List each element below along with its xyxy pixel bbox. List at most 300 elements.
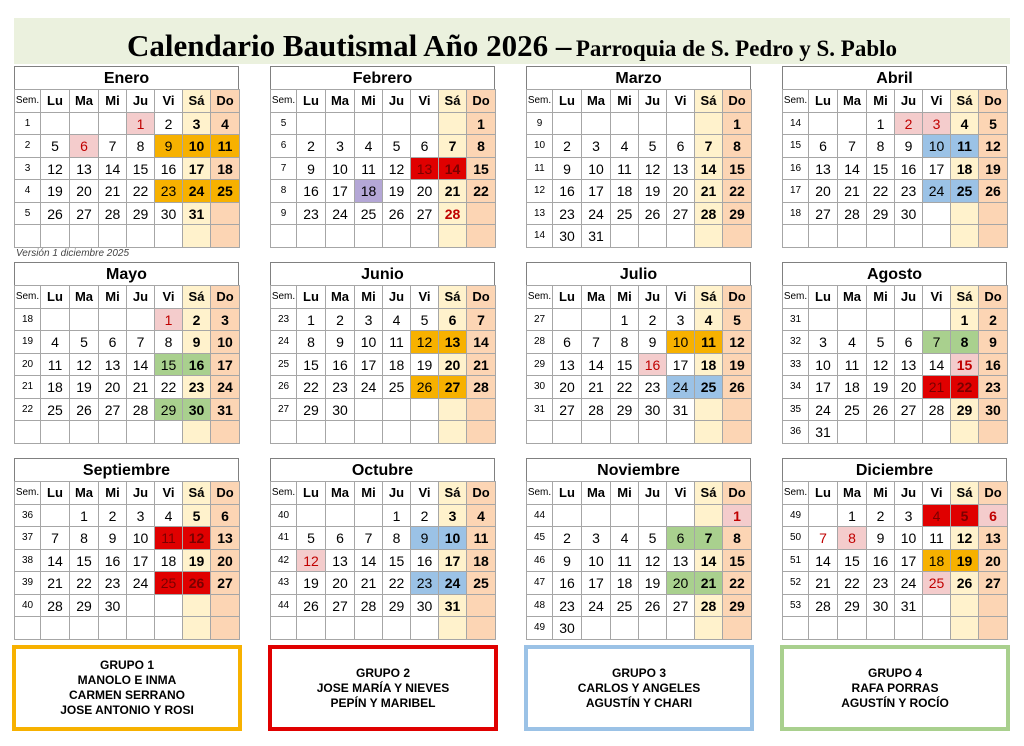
week-number: 35 [782, 398, 809, 422]
day-cell: 25 [382, 375, 411, 399]
day-cell [694, 616, 723, 640]
day-cell: 9 [638, 330, 667, 354]
week-number: 20 [14, 353, 41, 377]
day-cell: 9 [894, 134, 923, 158]
day-cell: 22 [154, 375, 183, 399]
day-cell: 17 [126, 549, 155, 573]
day-cell: 16 [325, 353, 355, 377]
day-cell [638, 420, 667, 444]
day-cell [922, 202, 951, 226]
day-cell: 7 [837, 134, 867, 158]
day-cell [40, 308, 70, 332]
day-cell [581, 616, 611, 640]
day-cell: 21 [354, 571, 383, 595]
day-cell: 10 [126, 526, 155, 550]
day-cell: 14 [694, 157, 723, 181]
day-cell [722, 420, 752, 444]
day-cell: 11 [210, 134, 240, 158]
day-cell [552, 112, 582, 136]
day-cell: 9 [552, 549, 582, 573]
day-cell: 1 [466, 112, 496, 136]
day-cell [296, 616, 326, 640]
day-cell: 24 [438, 571, 467, 595]
weekday-header: Ma [837, 481, 867, 505]
day-cell: 7 [126, 330, 155, 354]
weekday-header: Sem. [270, 285, 297, 309]
day-cell: 14 [354, 549, 383, 573]
day-cell: 24 [354, 375, 383, 399]
day-cell: 14 [98, 157, 127, 181]
day-cell: 25 [610, 594, 639, 618]
day-cell [466, 616, 496, 640]
weekday-header: Ma [837, 285, 867, 309]
day-cell: 27 [438, 375, 467, 399]
day-cell: 19 [978, 157, 1008, 181]
day-cell: 20 [894, 375, 923, 399]
day-cell [808, 504, 838, 528]
day-cell [922, 224, 951, 248]
day-cell: 3 [438, 504, 467, 528]
day-cell: 19 [296, 571, 326, 595]
day-cell: 3 [581, 134, 611, 158]
day-cell [552, 420, 582, 444]
day-cell: 13 [410, 157, 439, 181]
day-cell: 3 [808, 330, 838, 354]
day-cell: 5 [978, 112, 1008, 136]
day-cell: 27 [552, 398, 582, 422]
week-number: 34 [782, 375, 809, 399]
day-cell [950, 420, 979, 444]
weekday-header: Mi [354, 89, 383, 113]
month-name: Septiembre [14, 458, 239, 481]
weekday-header: Lu [40, 481, 70, 505]
group-member: AGUSTÍN Y ROCÍO [841, 695, 949, 710]
day-cell: 10 [438, 526, 467, 550]
day-cell: 18 [354, 179, 383, 203]
day-cell: 3 [894, 504, 923, 528]
weekday-header: Vi [922, 285, 951, 309]
day-cell: 13 [325, 549, 355, 573]
day-cell: 1 [610, 308, 639, 332]
day-cell [694, 420, 723, 444]
day-cell [837, 420, 867, 444]
day-cell: 16 [98, 549, 127, 573]
day-cell: 13 [894, 353, 923, 377]
day-cell: 3 [182, 112, 211, 136]
day-cell: 11 [466, 526, 496, 550]
day-cell: 14 [438, 157, 467, 181]
day-cell: 31 [894, 594, 923, 618]
day-cell [410, 112, 439, 136]
day-cell: 22 [722, 179, 752, 203]
day-cell: 23 [978, 375, 1008, 399]
month-septiembre [14, 458, 239, 639]
day-cell: 24 [922, 179, 951, 203]
weekday-header: Ju [126, 89, 155, 113]
day-cell: 17 [581, 571, 611, 595]
month-diciembre [782, 458, 1007, 639]
day-cell: 25 [466, 571, 496, 595]
month-marzo [526, 66, 751, 247]
day-cell: 1 [296, 308, 326, 332]
week-number: 27 [526, 308, 553, 332]
day-cell: 21 [98, 179, 127, 203]
day-cell [978, 420, 1008, 444]
day-cell: 7 [354, 526, 383, 550]
week-number: 17 [782, 179, 809, 203]
weekday-header: Mi [98, 285, 127, 309]
day-cell: 30 [552, 224, 582, 248]
week-number: 40 [14, 594, 41, 618]
weekday-header: Ma [69, 481, 99, 505]
day-cell: 16 [182, 353, 211, 377]
day-cell: 20 [808, 179, 838, 203]
day-cell [325, 420, 355, 444]
week-number: 4 [14, 179, 41, 203]
day-cell: 27 [808, 202, 838, 226]
day-cell: 30 [325, 398, 355, 422]
day-cell: 13 [666, 157, 695, 181]
day-cell: 6 [978, 504, 1008, 528]
day-cell [296, 504, 326, 528]
day-cell: 7 [694, 134, 723, 158]
day-cell: 22 [950, 375, 979, 399]
day-cell: 31 [210, 398, 240, 422]
day-cell [69, 308, 99, 332]
day-cell [894, 308, 923, 332]
day-cell: 24 [210, 375, 240, 399]
day-cell: 11 [694, 330, 723, 354]
week-number: 9 [526, 112, 553, 136]
day-cell: 24 [894, 571, 923, 595]
day-cell: 25 [154, 571, 183, 595]
day-cell: 2 [325, 308, 355, 332]
day-cell: 29 [722, 594, 752, 618]
week-number: 8 [270, 179, 297, 203]
day-cell [581, 504, 611, 528]
weekday-header: Sá [182, 481, 211, 505]
day-cell: 30 [98, 594, 127, 618]
day-cell: 11 [610, 157, 639, 181]
weekday-header: Mi [354, 481, 383, 505]
day-cell: 26 [638, 594, 667, 618]
day-cell: 23 [410, 571, 439, 595]
month-abril [782, 66, 1007, 247]
week-number: 11 [526, 157, 553, 181]
weekday-header: Ma [581, 89, 611, 113]
day-cell: 21 [694, 179, 723, 203]
weekday-header: Ju [126, 285, 155, 309]
day-cell: 10 [325, 157, 355, 181]
day-cell: 25 [40, 398, 70, 422]
day-cell [922, 308, 951, 332]
day-cell [410, 224, 439, 248]
day-cell: 26 [69, 398, 99, 422]
day-cell: 25 [694, 375, 723, 399]
day-cell: 16 [978, 353, 1008, 377]
day-cell: 15 [69, 549, 99, 573]
day-cell [666, 616, 695, 640]
day-cell: 1 [154, 308, 183, 332]
day-cell: 6 [666, 134, 695, 158]
day-cell [694, 224, 723, 248]
weekday-header: Sem. [782, 481, 809, 505]
day-cell [866, 224, 895, 248]
day-cell: 9 [296, 157, 326, 181]
day-cell: 20 [210, 549, 240, 573]
day-cell: 24 [666, 375, 695, 399]
day-cell: 19 [410, 353, 439, 377]
day-cell: 28 [694, 594, 723, 618]
week-number: 19 [14, 330, 41, 354]
week-number: 29 [526, 353, 553, 377]
weekday-header: Lu [808, 285, 838, 309]
day-cell [837, 616, 867, 640]
day-cell: 30 [978, 398, 1008, 422]
weekday-header: Ju [894, 481, 923, 505]
day-cell [382, 112, 411, 136]
day-cell: 30 [552, 616, 582, 640]
day-cell [154, 616, 183, 640]
day-cell: 21 [837, 179, 867, 203]
week-number: 40 [270, 504, 297, 528]
weekday-header: Do [722, 481, 752, 505]
day-cell [98, 616, 127, 640]
weekday-header: Lu [296, 89, 326, 113]
day-cell: 26 [382, 202, 411, 226]
day-cell: 10 [922, 134, 951, 158]
week-number: 28 [526, 330, 553, 354]
day-cell: 24 [581, 202, 611, 226]
day-cell: 22 [866, 179, 895, 203]
day-cell [808, 224, 838, 248]
day-cell [382, 224, 411, 248]
day-cell: 29 [610, 398, 639, 422]
weekday-header: Do [466, 89, 496, 113]
day-cell: 23 [98, 571, 127, 595]
weekday-header: Ju [638, 481, 667, 505]
day-cell [808, 616, 838, 640]
day-cell: 29 [722, 202, 752, 226]
day-cell: 2 [978, 308, 1008, 332]
day-cell: 14 [40, 549, 70, 573]
day-cell: 3 [666, 308, 695, 332]
day-cell [808, 308, 838, 332]
week-number: 41 [270, 526, 297, 550]
week-number: 37 [14, 526, 41, 550]
day-cell [126, 308, 155, 332]
day-cell: 20 [410, 179, 439, 203]
day-cell [610, 420, 639, 444]
day-cell: 27 [666, 202, 695, 226]
week-number: 32 [782, 330, 809, 354]
day-cell [978, 202, 1008, 226]
week-number: 15 [782, 134, 809, 158]
month-name: Mayo [14, 262, 239, 285]
day-cell: 29 [382, 594, 411, 618]
day-cell: 9 [325, 330, 355, 354]
day-cell [466, 224, 496, 248]
day-cell: 6 [894, 330, 923, 354]
day-cell: 31 [581, 224, 611, 248]
day-cell: 25 [922, 571, 951, 595]
week-number [782, 224, 809, 248]
weekday-header: Do [978, 285, 1008, 309]
day-cell: 1 [837, 504, 867, 528]
day-cell: 18 [154, 549, 183, 573]
day-cell: 10 [581, 157, 611, 181]
day-cell: 8 [126, 134, 155, 158]
parish-subtitle: Parroquia de S. Pedro y S. Pablo [575, 36, 898, 61]
day-cell: 10 [182, 134, 211, 158]
weekday-header: Ma [837, 89, 867, 113]
day-cell: 13 [210, 526, 240, 550]
day-cell: 4 [610, 526, 639, 550]
day-cell [40, 224, 70, 248]
weekday-header: Sem. [270, 89, 297, 113]
day-cell [438, 420, 467, 444]
month-noviembre [526, 458, 751, 639]
weekday-header: Ju [638, 285, 667, 309]
day-cell: 15 [126, 157, 155, 181]
day-cell: 4 [950, 112, 979, 136]
day-cell: 26 [182, 571, 211, 595]
day-cell [154, 224, 183, 248]
group-member: MANOLO E INMA [77, 673, 177, 687]
week-number: 18 [14, 308, 41, 332]
group-name: GRUPO 1 [99, 658, 154, 672]
day-cell [950, 594, 979, 618]
group-name: GRUPO 2 [355, 665, 410, 680]
week-number: 25 [270, 353, 297, 377]
day-cell: 5 [296, 526, 326, 550]
day-cell: 8 [722, 134, 752, 158]
day-cell: 2 [552, 526, 582, 550]
week-number: 39 [14, 571, 41, 595]
day-cell: 12 [638, 157, 667, 181]
day-cell: 8 [154, 330, 183, 354]
day-cell [922, 616, 951, 640]
day-cell: 17 [325, 179, 355, 203]
weekday-header: Lu [552, 89, 582, 113]
day-cell [296, 224, 326, 248]
day-cell [866, 308, 895, 332]
day-cell [354, 224, 383, 248]
day-cell: 1 [69, 504, 99, 528]
day-cell: 9 [978, 330, 1008, 354]
day-cell: 20 [438, 353, 467, 377]
week-number: 47 [526, 571, 553, 595]
day-cell [950, 616, 979, 640]
weekday-header: Vi [666, 481, 695, 505]
day-cell: 19 [638, 571, 667, 595]
group-4-box [780, 645, 1010, 731]
group-3-box [524, 645, 754, 731]
day-cell: 10 [666, 330, 695, 354]
day-cell: 13 [808, 157, 838, 181]
week-number: 9 [270, 202, 297, 226]
month-agosto [782, 262, 1007, 443]
day-cell: 4 [154, 504, 183, 528]
month-julio [526, 262, 751, 443]
week-number [270, 616, 297, 640]
day-cell: 5 [382, 134, 411, 158]
day-cell: 6 [98, 330, 127, 354]
day-cell: 24 [808, 398, 838, 422]
day-cell: 29 [69, 594, 99, 618]
day-cell: 12 [866, 353, 895, 377]
day-cell [808, 112, 838, 136]
weekday-header: Ma [325, 285, 355, 309]
day-cell: 15 [950, 353, 979, 377]
day-cell: 29 [837, 594, 867, 618]
week-number: 33 [782, 353, 809, 377]
day-cell: 7 [40, 526, 70, 550]
day-cell: 4 [40, 330, 70, 354]
day-cell: 5 [40, 134, 70, 158]
weekday-header: Ma [325, 89, 355, 113]
day-cell: 19 [69, 375, 99, 399]
day-cell: 18 [40, 375, 70, 399]
day-cell [438, 224, 467, 248]
day-cell: 13 [98, 353, 127, 377]
day-cell [325, 616, 355, 640]
week-number: 36 [782, 420, 809, 444]
day-cell [69, 224, 99, 248]
day-cell: 30 [894, 202, 923, 226]
day-cell: 11 [382, 330, 411, 354]
weekday-header: Vi [410, 481, 439, 505]
weekday-header: Ma [325, 481, 355, 505]
weekday-header: Mi [610, 481, 639, 505]
day-cell: 12 [69, 353, 99, 377]
day-cell: 8 [950, 330, 979, 354]
week-number: 23 [270, 308, 297, 332]
day-cell: 20 [978, 549, 1008, 573]
day-cell [978, 594, 1008, 618]
day-cell [126, 420, 155, 444]
day-cell [98, 308, 127, 332]
week-number: 46 [526, 549, 553, 573]
weekday-header: Sá [950, 481, 979, 505]
week-number: 16 [782, 157, 809, 181]
weekday-header: Vi [154, 285, 183, 309]
weekday-header: Sem. [782, 89, 809, 113]
month-name: Junio [270, 262, 495, 285]
day-cell [325, 112, 355, 136]
day-cell: 18 [837, 375, 867, 399]
weekday-header: Lu [552, 481, 582, 505]
day-cell: 12 [182, 526, 211, 550]
day-cell: 23 [866, 571, 895, 595]
month-mayo [14, 262, 239, 443]
weekday-header: Sá [694, 481, 723, 505]
day-cell [98, 420, 127, 444]
day-cell [922, 420, 951, 444]
day-cell: 9 [552, 157, 582, 181]
day-cell: 5 [638, 526, 667, 550]
weekday-header: Mi [866, 285, 895, 309]
day-cell: 17 [438, 549, 467, 573]
weekday-header: Do [978, 481, 1008, 505]
group-2-box [268, 645, 498, 731]
day-cell [638, 504, 667, 528]
month-octubre [270, 458, 495, 639]
day-cell: 15 [837, 549, 867, 573]
day-cell [354, 616, 383, 640]
day-cell: 1 [950, 308, 979, 332]
day-cell: 26 [722, 375, 752, 399]
